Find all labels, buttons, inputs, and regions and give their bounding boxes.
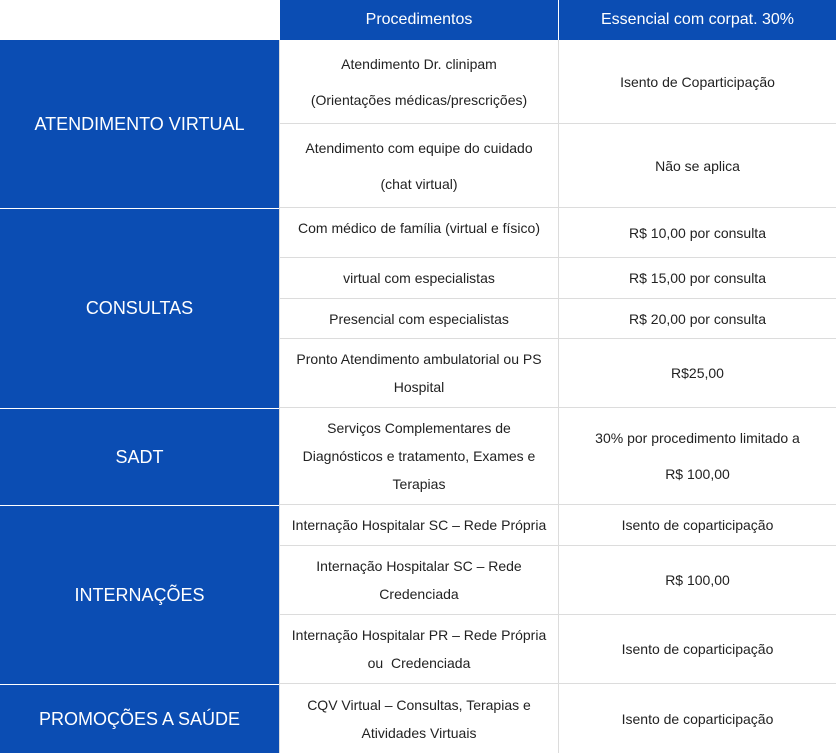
procedure-text: Diagnósticos e tratamento, Exames e [302,448,536,464]
value-text: Isento de coparticipação [621,710,774,727]
procedure-cell [279,258,558,299]
procedure-cell [279,505,558,546]
procedure-text: (Orientações médicas/prescrições) [310,91,528,108]
procedure-cell [279,408,558,505]
header-plan: Essencial com corpat. 30% [558,0,836,40]
procedure-cell [279,124,558,208]
procedure-text: Internação Hospitalar PR – Rede Própria [291,627,547,643]
procedure-cell [279,339,558,408]
value-cell [558,124,836,208]
value-text: R$ 20,00 por consulta [629,310,766,327]
value-cell [558,408,836,505]
value-cell [558,505,836,546]
header-procedures: Procedimentos [279,0,558,40]
value-text: Isento de coparticipação [621,641,774,657]
procedure-text: Atividades Virtuais [361,724,477,741]
value-text: R$25,00 [671,365,724,381]
procedure-text: Credenciada [379,586,459,602]
value-text: R$ 100,00 [665,466,730,482]
category-internacoes: INTERNAÇÕES [0,505,279,684]
value-cell [558,684,836,753]
procedure-cell [279,208,558,258]
procedure-cell [279,40,558,124]
procedure-text: Hospital [393,379,445,395]
procedure-text: Pronto Atendimento ambulatorial ou PS [296,351,542,367]
procedure-text: ou Credenciada [367,655,471,671]
procedure-cell [279,546,558,615]
value-text: R$ 10,00 por consulta [629,224,766,241]
procedure-text: virtual com especialistas [343,270,495,286]
procedure-text: Terapias [392,476,446,492]
value-cell [558,299,836,339]
value-text: R$ 100,00 [665,572,730,588]
value-cell [558,208,836,258]
procedure-cell [279,684,558,753]
value-text: Isento de coparticipação [621,517,774,533]
procedure-text: Internação Hospitalar SC – Rede Própria [291,517,547,533]
procedure-text: Com médico de família (virtual e físico) [298,220,540,236]
value-text: 30% por procedimento limitado a [595,430,800,446]
procedure-text: Presencial com especialistas [329,310,509,327]
procedure-text: Internação Hospitalar SC – Rede [316,558,522,574]
procedure-text: (chat virtual) [380,175,458,192]
value-cell [558,546,836,615]
procedure-text: Atendimento Dr. clinipam [341,55,497,72]
procedure-text: Atendimento com equipe do cuidado [305,139,533,156]
procedure-cell [279,615,558,684]
category-consultas: CONSULTAS [0,208,279,408]
procedure-text: Serviços Complementares de [327,420,511,436]
procedure-text: CQV Virtual – Consultas, Terapias e [307,696,531,713]
category-sadt: SADT [0,408,279,505]
header-blank-cell [0,0,279,40]
category-atendimento-virtual: ATENDIMENTO VIRTUAL [0,40,279,208]
value-text: Isento de Coparticipação [620,74,775,90]
value-text: Não se aplica [655,157,740,174]
value-cell [558,615,836,684]
value-cell [558,339,836,408]
value-text: R$ 15,00 por consulta [629,270,766,286]
procedure-cell [279,299,558,339]
value-cell [558,40,836,124]
value-cell [558,258,836,299]
category-promocoes-saude: PROMOÇÕES A SAÚDE [0,684,279,753]
